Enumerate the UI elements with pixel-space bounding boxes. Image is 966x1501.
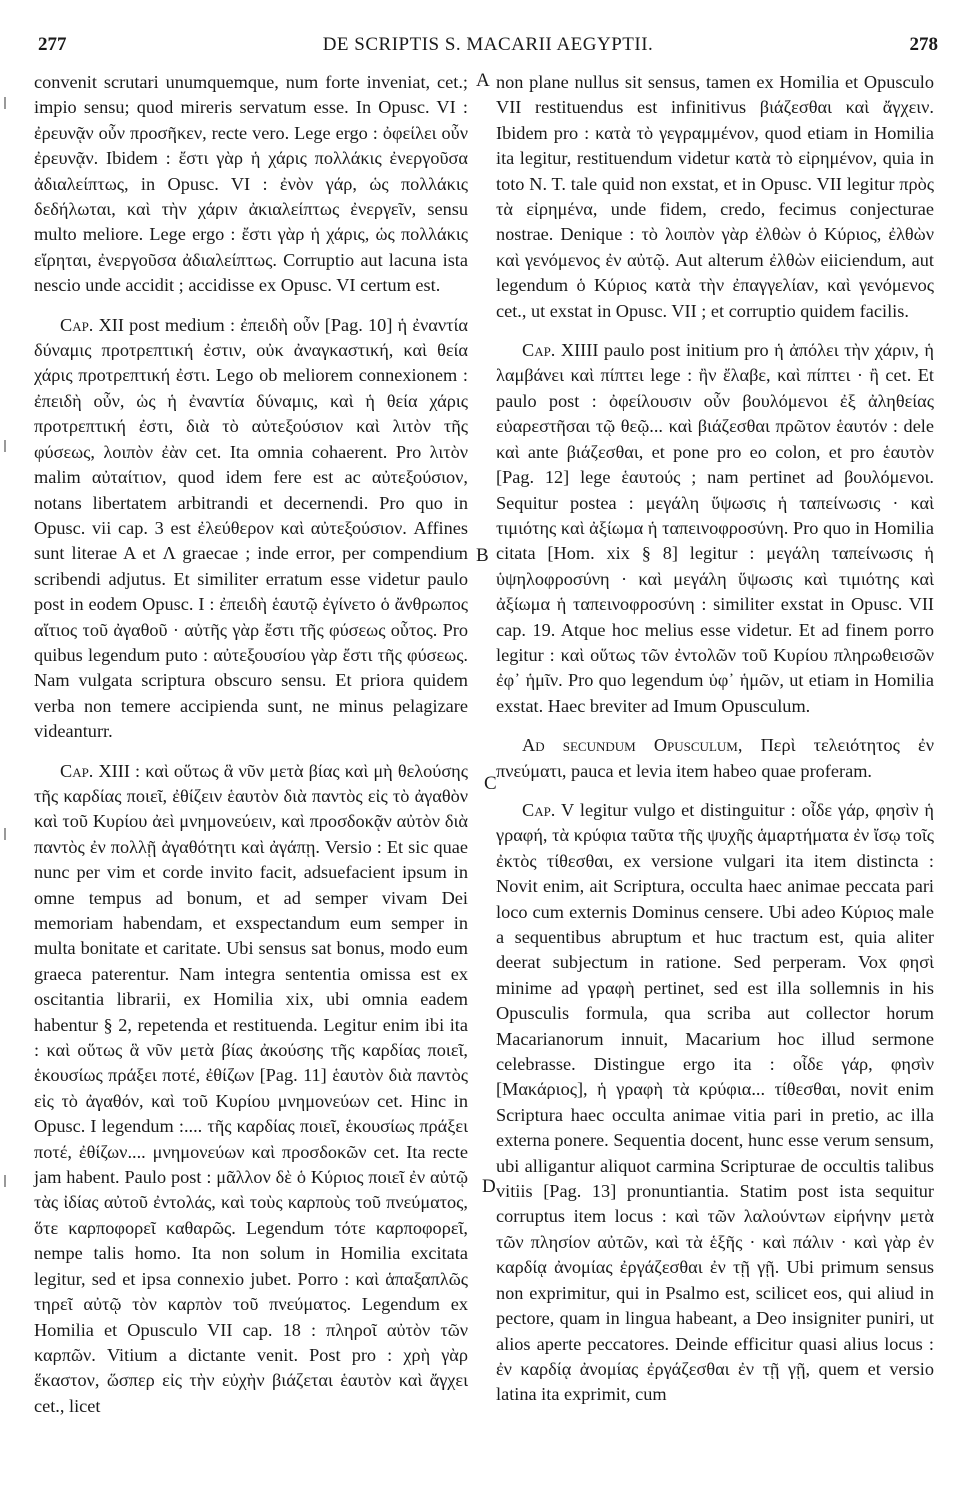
left-column [34, 70, 468, 1433]
scan-edge-mark [4, 828, 6, 840]
paragraph-text: XIIII paulo post initium pro ἡ ἀπόλει τὴν χάριν, ἡ λαμβάνει καὶ πίπτει lege : ἢν ἔλαβε, καὶ πίπτει · ἢ cet. Et paulo post : ὀφείλουσιν οὖν βουλόμενοι ἐξ ἀληθείας εὐαρεστῆσαι τῷ θεῷ... καὶ βιάζεσθαι πρῶτον ἑαυτόν : dele καὶ ante βιάζεσθαι, et pone pro eo colon, et pro ἑαυτὸν [Pag. 12] lege ἑαυτούς ; nam pertinet ad βουλόμενοι. Sequitur postea : μεγάλη ὕψωσις ἡ ταπείνωσις · καὶ τιμιότης καὶ ἀξίωμα ἡ ταπεινοφροσύνη. Pro quo in Homilia citata [Hom. xix § 8] legitur : μεγάλη ταπείνωσις ἡ ὑψηλοφροσύνη · καὶ μεγάλη ὕψωσις καὶ τιμιότης καὶ ἀξίωμα ἡ ταπεινοφροσύνη : similiter exstat in Opusc. VII cap. 19. Atque hoc melius esse videtur. Et ad finem porro legitur : καὶ οὕτως τῶν ἐντολῶν τοῦ Κυρίου πληρωθεισῶν ἐφ᾽ ἡμῖν. Pro quo legendum ὑφ᾽ ἡμῶν, ut etiam in Homilia exstat. Haec breviter ad Imum Opusculum. [496, 340, 934, 716]
right-paragraph-2 [496, 338, 934, 719]
scan-edge-mark [4, 440, 6, 452]
paragraph-text: XIII : καὶ οὕτως ἃ νῦν μετὰ βίας καὶ μὴ θελούσης τῆς καρδίας ποιεῖ, ἐθίζειν ἑαυτὸν διὰ παντὸς εἰς τὸ ἀγαθὸν καὶ τοῦ Κυρίου ἀεὶ μνημονεύειν, καὶ προσδοκᾷν αὐτὸν διὰ παντὸς ἐν πολλῇ ἀγαθότητι καὶ ἀγάπῃ. Versio : Et sic quae nunc per vim et corde invito facit, adsuefacient ipsum in omne tempus ad bonum, et ad semper vivam Dei memoriam habendam, et exspectandum eum semper in multa bonitate et caritate. Ubi sensus sat bonus, modo eum graeca paterentur. Nam integra sententia omissa est ex oscitantia librarii, ex Homilia xix, ubi omnia eadem habentur § 2, repetenda et restituenda. Legitur enim ibi ita : καὶ οὕτως ἃ νῦν μετὰ βίας ἀκούσης τῆς καρδίας ποιεῖ, ἑκουσίως πράξει ποτέ, ἐθίζων [Pag. 11] ἑαυτὸν διὰ παντὸς εἰς τὸ ἀγαθόν, καὶ τοῦ Κυρίου μνημονεύων cet. Hinc in Opusc. I legendum :.... τῆς καρδίας ποιεῖ, ἑκουσίως πράξει ποτέ, ἐθίζων.... μνημονεύων καὶ προσδοκῶν cet. Ita recte jam habent. Paulo post : μᾶλλον δὲ ὁ Κύριος ποιεῖ ἐν αὐτῷ τὰς ἰδίας αὐτοῦ ἐντολάς, καὶ τοὺς καρποὺς τοῦ πνεύματος, ὅτε καρποφορεῖ καθαρῶς. Legendum τότε καρποφορεῖ, nempe talis homo. Ita non solum in Homilia excitata legitur, sed et ipsa connexio jubet. Porro : καὶ ἁπαξαπλῶς τηρεῖ αὐτῷ τὸν καρπὸν τοῦ πνεύματος. Legendum ex Homilia et Opusculo VII cap. 18 : πληροῖ αὐτὸν τῶν καρπῶν. Vitium a dictante venit. Post pro : χρὴ γὰρ ἕκαστον, ὥσπερ εἰς τὴν εὐχὴν βιάζεται ἑαυτὸν καὶ ἄγχει cet., licet [34, 760, 468, 1416]
right-paragraph-4 [496, 798, 934, 1408]
paragraph-text: XII post medium : ἐπειδὴ οὖν [Pag. 10] ἡ ἐναντία δύναμις προτρεπτική ἐστιν, οὐκ ἀναγκαστική, καὶ θεία χάρις προτρεπτική ἐστι. Lego ob meliorem connexionem : ἐπειδὴ οὖν, ὡς ἡ ἐναντία δύναμις, καὶ ἡ θεία χάρις προτρεπτική ἐστι, διὰ τὸ αὐτεξούσιον καὶ λιτὸν τῆς φύσεως, λοιπὸν ἐὰν cet. Ita omnia cohaerent. Pro λιτὸν malim αὐταίτιον, quod idem fere est ac αὐτεξούσιον, notans libertatem arbitrandi et decernendi. Pro quo in Opusc. vii cap. 3 est ἐλεύθερον καὶ αὐτεξούσιον. Affines sunt literae A et Λ graecae ; inde error, per compendium scribendi adjutus. Et similiter erratum esse videtur paulo post in eodem Opusc. I : ἐπειδὴ ἑαυτῷ ἐγίνετο ὁ ἄνθρωπος αἴτιος τοῦ ἀγαθοῦ · αὐτῆς γὰρ ἔστι τῆς φύσεως οὗτος. Pro quibus legendum puto : αὐτεξουσίου γὰρ ἔστι τῆς φύσεως. Nam vulgata scriptura obscuro sensu. Et priora quidem verba non temere accipienda sunt, ne minus pelagizare videanturr. [34, 314, 468, 742]
chapter-label: Cap. [60, 314, 94, 335]
chapter-label: Cap. [522, 340, 556, 361]
right-paragraph-3 [496, 733, 934, 784]
paragraph-text: Περὶ τελειότητος ἐν πνεύματι, pauca et levia item habeo quae proferam. [496, 735, 934, 781]
margin-marker-d: D [482, 1176, 496, 1197]
scan-edge-mark [4, 97, 6, 109]
chapter-label: Cap. [60, 760, 94, 781]
margin-marker-b: B [476, 545, 489, 566]
page-header [38, 34, 938, 58]
margin-marker-a: A [476, 70, 490, 91]
left-paragraph-1: convenit scrutari unumquemque, num forte inveniat, cet.; impio sensu; quod mireris servatum esse. In Opusc. VI : ἐρευνᾷν οὖν προσῆκεν, recte vero. Lege ergo : ὀφείλει οὖν ἐρευνᾷν. Ibidem : ἔστι γὰρ ἡ χάρις πολλάκις ἐνεργοῦσα ἀδιαλείπτως, in Opusc. VI : ἐνὸν γάρ, ὡς πολλάκις δεδήλωται, καὶ τὴν χάριν ἀκιαλείπτως ἐνεργεῖν, sensu multo meliore. Lege ergo : ἔστι γὰρ ἡ χάρις, ὡς πολλάκις εἴρηται, ἐνεργοῦσα ἀδιαλείπτως. Corruptio aut lacuna ista nescio unde accidit ; accidisse ex Opusc. VI certum est. [34, 72, 468, 296]
page-number-right: 278 [909, 34, 938, 55]
right-paragraph-1: non plane nullus sit sensus, tamen ex Homilia et Opusculo VII restituendus est infinitivus βιάζεσθαι καὶ ἄγχειν. Ibidem pro : κατὰ τὸ γεγραμμένον, quod etiam in Homilia ita legitur, restituendum videtur κατὰ τὸ εἰρημένον, quia in toto N. T. tale quid non exstat, et in Opusc. VII legitur πρὸς τὰ εἰρημένα, unde fidem, credo, fecimus conjecturae nostrae. Denique : τὸ λοιπὸν γὰρ ἐλθὼν ὁ Κύριος, ἐλθὼν καὶ γενόμενος ἐν αὐτῷ. Aut alterum ἐλθὼν eiiciendum, aut legendum ὁ Κύριος κατὰ τὴν ἐπαγγελίαν, καὶ γενόμενος cet., ut exstat in Opusc. VII ; et corruptio quidem facilis. [496, 72, 934, 321]
section-heading: Ad secundum Opusculum, [522, 735, 743, 756]
margin-marker-c: C [484, 773, 497, 794]
scan-edge-mark [4, 1175, 6, 1187]
paragraph-text: V legitur vulgo et distinguitur : οἶδε γάρ, φησὶν ἡ γραφή, τὰ κρύφια ταῦτα τῆς ψυχῆς ἁμαρτήματα ἐν ἴσῳ τοῖς ἐκτὸς τίθεσθαι, ex versione vulgari ita item distincta : Novit enim, ait Scriptura, occulta haec animae peccata pari loco cum externis Dominus censere. Ubi adeo Κύριος male a sequentibus abruptum et huc tractum est, quia aliter deerat subjectum in ratione. Sed perperam. Vox φησὶ minime ad γραφὴ pertinet, sed est illa sollemnis in his Opusculis formula, qua scriba aut collector horum Macarianorum innuit, Macarium hoc illud sermone celebrasse. Distingue ergo ita : οἶδε γάρ, φησὶν [Μακάριος], ἡ γραφὴ τὰ κρύφια... τίθεσθαι, novit enim Scriptura haec occulta animae vitia pari in pretio, ac illa externa ponere. Sequentia docent, hunc esse verum sensum, ubi alligantur aliquot carmina Scripturae de occultis talibus vitiis [Pag. 13] pronuntiantia. Statim post ista sequitur corruptus item locus : καὶ τῶν λαλούντων εἰρήνην μετὰ τῶν πλησίον αὐτῶν, καὶ τὰ ἑξῆς · καὶ πάλιν · καὶ γὰρ ἐν καρδίᾳ ἀνομίας ἐργάζεσθαι ἐν τῇ γῇ. Ubi primum sensus non exprimitur, qui in Psalmo est, scilicet eos, qui aliud in pectore, quam in lingua habeant, a Deo insigniter puniri, ut alios aperte peccatores. Deinde efficitur quasi alius locus : ἐν καρδίᾳ ἀνομίας ἐργάζεσθαι ἐν τῇ γῇ, quem et versio latina ita exprimit, cum [496, 799, 934, 1405]
left-paragraph-3 [34, 759, 468, 1420]
running-title: DE SCRIPTIS S. MACARII AEGYPTII. [322, 34, 654, 55]
right-column [496, 70, 934, 1422]
chapter-label: Cap. [522, 799, 556, 820]
page-number-left: 277 [38, 34, 67, 55]
left-paragraph-2 [34, 313, 468, 745]
